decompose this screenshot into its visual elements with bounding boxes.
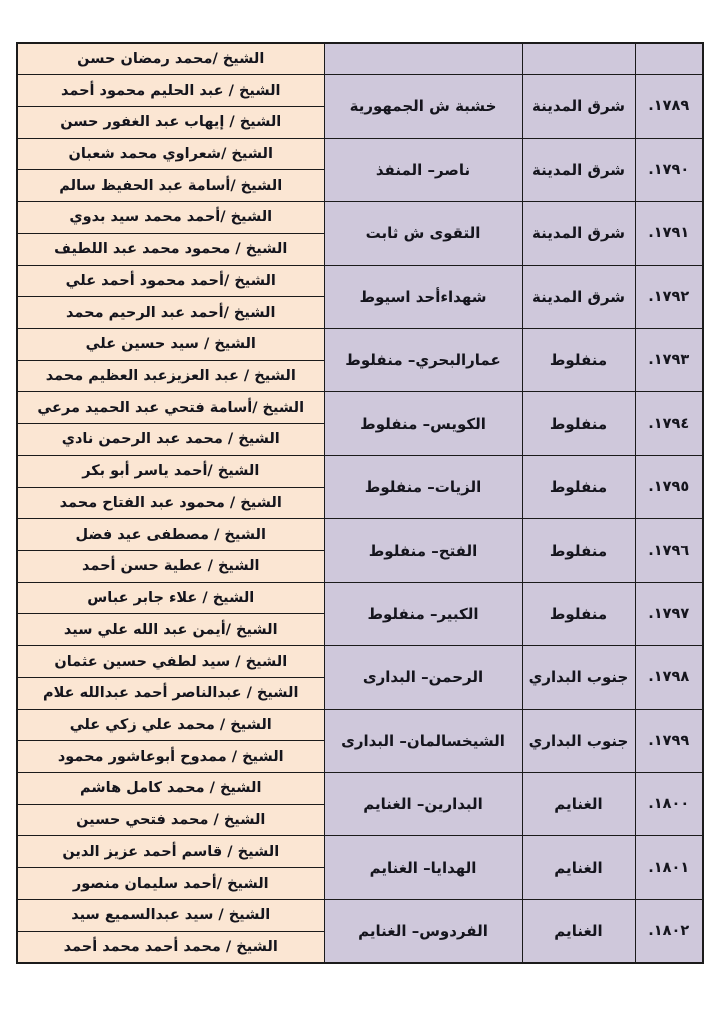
mosque-cell: الفتح– منفلوط	[324, 519, 522, 582]
sheikh-name-cell: الشيخ / محمد عبد الرحمن نادي	[17, 424, 324, 456]
sheikh-name-cell: الشيخ / محمد أحمد محمد أحمد	[17, 931, 324, 963]
mosque-cell: التقوى ش ثابت	[324, 202, 522, 265]
sheikh-name-cell: الشيخ / إيهاب عبد الغفور حسن	[17, 106, 324, 138]
district-cell: شرق المدينة	[522, 75, 635, 138]
sheikh-name-cell: الشيخ / محمد علي زكي علي	[17, 709, 324, 741]
mosque-cell: الكويس– منفلوط	[324, 392, 522, 455]
sheikh-name-cell: الشيخ /أحمد عبد الرحيم محمد	[17, 297, 324, 329]
serial-cell: ١٧٩٩.	[635, 709, 703, 772]
district-cell: جنوب البداري	[522, 709, 635, 772]
mosque-cell: الزيات– منفلوط	[324, 455, 522, 518]
district-cell	[522, 43, 635, 75]
sheikh-name-cell: الشيخ / محمد فتحي حسين	[17, 804, 324, 836]
sheikh-name-cell: الشيخ / ممدوح أبوعاشور محمود	[17, 741, 324, 773]
serial-cell: ١٧٩٣.	[635, 328, 703, 391]
sheikh-name-cell: الشيخ /شعراوي محمد شعبان	[17, 138, 324, 170]
table-row	[17, 519, 703, 551]
sheikh-name-cell: الشيخ / سيد حسين علي	[17, 328, 324, 360]
mosque-cell: شهداءأحد اسيوط	[324, 265, 522, 328]
serial-cell: ١٧٩٤.	[635, 392, 703, 455]
sheikh-name-cell: الشيخ / علاء جابر عباس	[17, 582, 324, 614]
table-row	[17, 75, 703, 107]
district-cell: شرق المدينة	[522, 265, 635, 328]
mosque-cell: خشبة ش الجمهورية	[324, 75, 522, 138]
sheikh-name-cell: الشيخ / قاسم أحمد عزيز الدين	[17, 836, 324, 868]
serial-cell: ١٧٩٧.	[635, 582, 703, 645]
mosque-cell: البدارين– الغنايم	[324, 773, 522, 836]
serial-cell: ١٧٩٨.	[635, 646, 703, 709]
sheikh-name-cell: الشيخ /أحمد سليمان منصور	[17, 868, 324, 900]
mosque-cell: عمارالبحري– منفلوط	[324, 328, 522, 391]
district-cell: منفلوط	[522, 392, 635, 455]
mosque-cell: الرحمن– البدارى	[324, 646, 522, 709]
sheikh-name-cell: الشيخ / محمود عبد الفتاح محمد	[17, 487, 324, 519]
sheikh-name-cell: الشيخ / مصطفى عيد فضل	[17, 519, 324, 551]
table-row	[17, 202, 703, 234]
mosque-cell: الكبير– منفلوط	[324, 582, 522, 645]
sheikh-name-cell: الشيخ / عبد الحليم محمود أحمد	[17, 75, 324, 107]
serial-cell: ١٨٠٢.	[635, 899, 703, 962]
mosque-cell: الهدايا– الغنايم	[324, 836, 522, 899]
sheikh-name-cell: الشيخ /أسامة فتحي عبد الحميد مرعي	[17, 392, 324, 424]
district-cell: منفلوط	[522, 582, 635, 645]
table-row	[17, 773, 703, 805]
sheikh-name-cell: الشيخ / عبد العزيزعبد العظيم محمد	[17, 360, 324, 392]
sheikh-name-cell: الشيخ /أحمد محمد سيد بدوي	[17, 202, 324, 234]
district-cell: منفلوط	[522, 328, 635, 391]
serial-cell: ١٧٨٩.	[635, 75, 703, 138]
serial-cell: ١٨٠١.	[635, 836, 703, 899]
mosque-cell: الفردوس– الغنايم	[324, 899, 522, 962]
mosque-cell	[324, 43, 522, 75]
table-row	[17, 709, 703, 741]
district-cell: شرق المدينة	[522, 202, 635, 265]
sheikh-name-cell: الشيخ /أحمد محمود أحمد علي	[17, 265, 324, 297]
district-cell: الغنايم	[522, 773, 635, 836]
serial-cell: ١٧٩٠.	[635, 138, 703, 201]
mosque-cell: الشيخسالمان– البدارى	[324, 709, 522, 772]
table-row	[17, 836, 703, 868]
document-sheet	[16, 42, 704, 964]
serial-cell: ١٧٩٢.	[635, 265, 703, 328]
sheikh-name-cell: الشيخ /محمد رمضان حسن	[17, 43, 324, 75]
sheikh-name-cell: الشيخ / عطية حسن أحمد	[17, 551, 324, 583]
district-cell: منفلوط	[522, 519, 635, 582]
table-row	[17, 43, 703, 75]
district-cell: شرق المدينة	[522, 138, 635, 201]
sheikh-name-cell: الشيخ / عبدالناصر أحمد عبدالله علام	[17, 677, 324, 709]
district-cell: الغنايم	[522, 836, 635, 899]
table-row	[17, 138, 703, 170]
table-row	[17, 582, 703, 614]
serial-cell: ١٧٩١.	[635, 202, 703, 265]
table-row	[17, 392, 703, 424]
sheikh-name-cell: الشيخ / سيد لطفي حسين عثمان	[17, 646, 324, 678]
district-cell: جنوب البداري	[522, 646, 635, 709]
district-cell: الغنايم	[522, 899, 635, 962]
table-row	[17, 646, 703, 678]
table-row	[17, 328, 703, 360]
serial-cell: ١٨٠٠.	[635, 773, 703, 836]
sheikh-name-cell: الشيخ /أحمد ياسر أبو بكر	[17, 455, 324, 487]
sheikh-name-cell: الشيخ /أيمن عبد الله علي سيد	[17, 614, 324, 646]
table-row	[17, 899, 703, 931]
serial-cell: ١٧٩٦.	[635, 519, 703, 582]
serial-cell	[635, 43, 703, 75]
table-row	[17, 265, 703, 297]
sheikh-name-cell: الشيخ /أسامة عبد الحفيظ سالم	[17, 170, 324, 202]
mosque-cell: ناصر– المنفذ	[324, 138, 522, 201]
sheikh-name-cell: الشيخ / محمود محمد عبد اللطيف	[17, 233, 324, 265]
sheikh-name-cell: الشيخ / سيد عبدالسميع سيد	[17, 899, 324, 931]
table-row	[17, 455, 703, 487]
district-cell: منفلوط	[522, 455, 635, 518]
serial-cell: ١٧٩٥.	[635, 455, 703, 518]
sheikhs-roster-table	[16, 42, 704, 964]
sheikh-name-cell: الشيخ / محمد كامل هاشم	[17, 773, 324, 805]
